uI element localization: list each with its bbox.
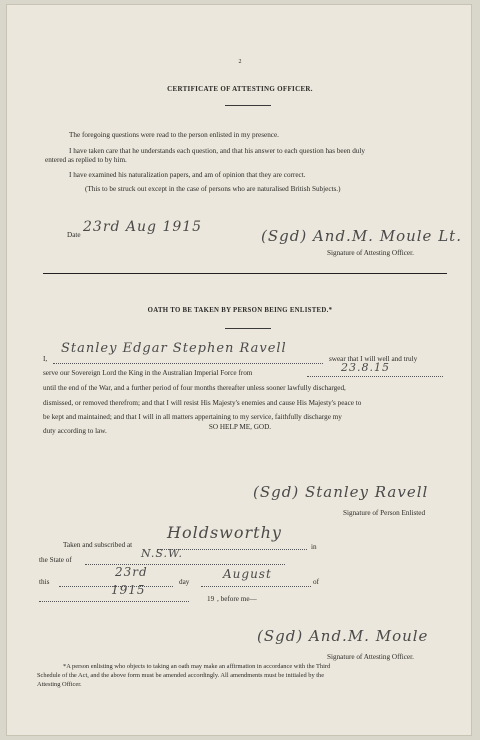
- enlistee-signature: (Sgd) Stanley Ravell: [253, 483, 429, 501]
- officer-signature-2-caption: Signature of Attesting Officer.: [327, 653, 414, 661]
- oath-i-label: I,: [43, 355, 48, 363]
- state-label: the State of: [39, 556, 72, 564]
- of-label: of: [313, 578, 319, 586]
- oath-title: OATH TO BE TAKEN BY PERSON BEING ENLISTED.*: [147, 307, 333, 314]
- taken-label: Taken and subscribed at: [63, 541, 133, 549]
- state-value: N.S.W.: [141, 547, 183, 560]
- oath-line1: swear that I will well and truly: [329, 355, 418, 363]
- footnote-line2: Schedule of the Act, and the above form must be amended accordingly. All amendments must be initialed by the: [37, 672, 325, 679]
- certificate-title: CERTIFICATE OF ATTESTING OFFICER.: [167, 85, 313, 93]
- day-value: 23rd: [115, 565, 148, 579]
- state-line: [85, 554, 285, 565]
- place-value: Holdsworthy: [167, 523, 282, 542]
- month-value: August: [223, 567, 272, 581]
- oath-rule: [225, 328, 271, 329]
- section-divider: [43, 273, 447, 274]
- certificate-date-value: 23rd Aug 1915: [83, 219, 203, 235]
- enlistee-name: Stanley Edgar Stephen Ravell: [61, 341, 287, 356]
- in-label: in: [311, 543, 317, 551]
- this-label: this: [39, 578, 50, 586]
- certificate-para1: The foregoing questions were read to the person enlisted in my presence.: [69, 131, 279, 139]
- oath-line6: duty according to law.: [43, 427, 107, 435]
- page-number: 2: [238, 59, 242, 65]
- nineteen-label: 19: [207, 595, 215, 603]
- oath-from-date: 23.8.15: [341, 361, 390, 374]
- attesting-officer-caption: Signature of Attesting Officer.: [327, 249, 414, 257]
- oath-line3: until the end of the War, and a further period of four months thereafter unless sooner lawfully discharged,: [43, 384, 346, 392]
- attestation-page: [6, 4, 472, 736]
- certificate-para3: I have examined his naturalization papers, and am of opinion that they are correct.: [69, 171, 306, 179]
- oath-line5: be kept and maintained; and that I will in all matters appertaining to my service, faithfully discharge my: [43, 413, 342, 421]
- officer-signature-2: (Sgd) And.M. Moule: [257, 627, 429, 645]
- certificate-para4: (This to be struck out except in the case of persons who are naturalised British Subjects.): [85, 185, 341, 193]
- certificate-para2a: I have taken care that he understands each question, and that his answer to each question has been duly: [69, 147, 365, 155]
- before-label: , before me—: [217, 595, 257, 603]
- title-rule: [225, 105, 271, 106]
- year-value: 1915: [111, 583, 146, 597]
- date-label: Date: [67, 231, 81, 239]
- day-label: day: [179, 578, 190, 586]
- oath-line2: serve our Sovereign Lord the King in the Australian Imperial Force from: [43, 369, 253, 377]
- attesting-officer-signature: (Sgd) And.M. Moule Lt.: [261, 227, 462, 245]
- certificate-para2b: entered as replied to by him.: [45, 156, 127, 164]
- oath-line4: dismissed, or removed therefrom; and that I will resist His Majesty's enemies and cause His Majesty's peace to: [43, 399, 362, 407]
- enlistee-signature-caption: Signature of Person Enlisted: [343, 509, 426, 517]
- footnote-line1: *A person enlisting who objects to taking an oath may make an affirmation in accordance with the Third: [63, 663, 331, 670]
- so-help-me-god: SO HELP ME, GOD.: [208, 423, 272, 431]
- footnote-line3: Attesting Officer.: [37, 681, 82, 688]
